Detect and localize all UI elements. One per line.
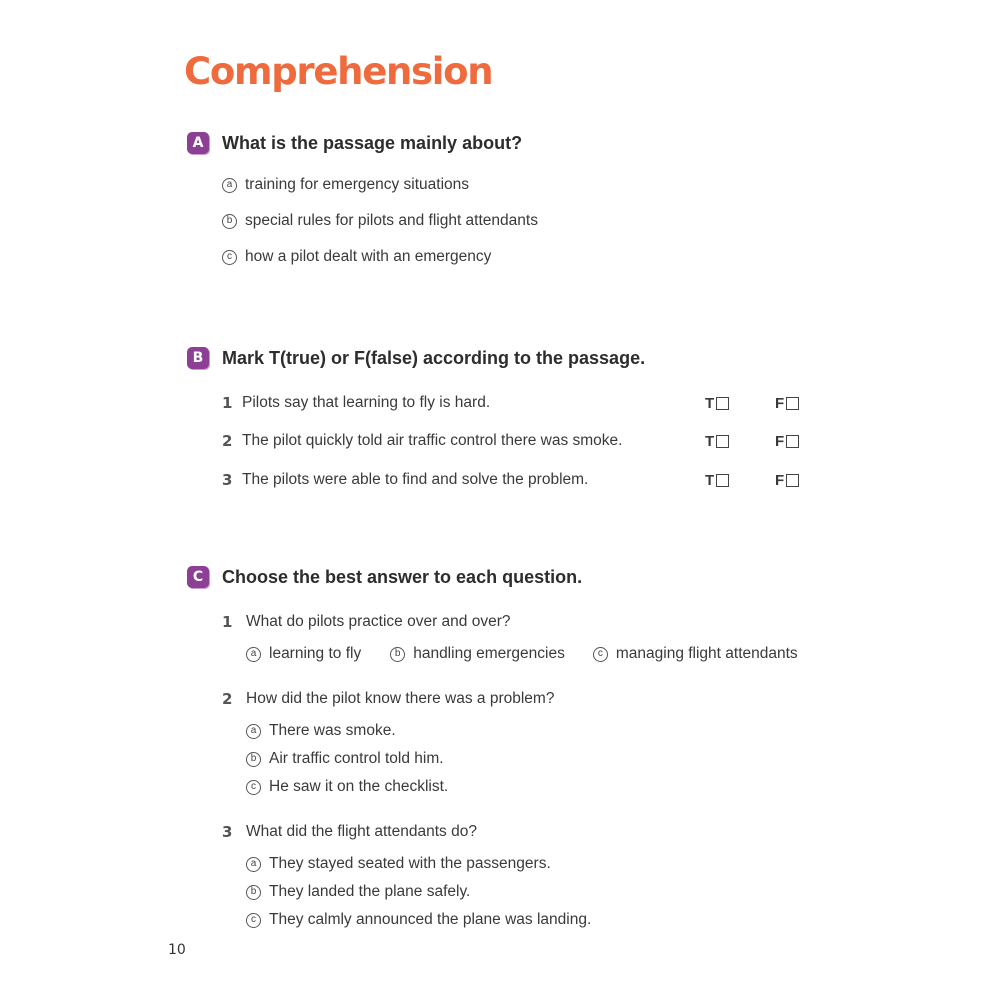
question-text: What do pilots practice over and over?: [246, 613, 511, 630]
question-1: [222, 613, 511, 631]
section-b-title: Mark T(true) or F(false) according to the passage.: [222, 347, 646, 368]
item-number: 2: [222, 432, 233, 450]
option-text: They calmly announced the plane was landing.: [269, 911, 592, 928]
q1-option-a[interactable]: [246, 645, 361, 663]
false-checkbox-3[interactable]: [775, 472, 799, 489]
option-text: He saw it on the checklist.: [269, 778, 449, 795]
item-text: The pilots were able to find and solve the problem.: [242, 471, 589, 488]
question-number: 1: [222, 613, 233, 631]
question-text: What did the flight attendants do?: [246, 823, 477, 840]
option-letter-c: c: [246, 913, 261, 928]
item-number: 1: [222, 394, 233, 412]
section-b-badge: B: [187, 347, 209, 369]
option-text: They landed the plane safely.: [269, 883, 471, 900]
tf-item-1: [222, 394, 490, 412]
q3-option-c[interactable]: [246, 911, 591, 929]
item-text: Pilots say that learning to fly is hard.: [242, 394, 491, 411]
checkbox[interactable]: [716, 435, 729, 448]
question-2: [222, 690, 554, 708]
section-c-badge: C: [187, 566, 209, 588]
true-checkbox-3[interactable]: [705, 472, 729, 489]
false-label: F: [775, 472, 785, 489]
section-b-header: [187, 347, 645, 369]
option-text: how a pilot dealt with an emergency: [245, 248, 492, 265]
option-letter-b: b: [246, 752, 261, 767]
option-letter-b: b: [246, 885, 261, 900]
q1-option-c[interactable]: [593, 645, 798, 663]
question-3: [222, 823, 477, 841]
option-text: managing flight attendants: [615, 645, 798, 662]
question-text: How did the pilot know there was a problem?: [246, 690, 555, 707]
option-letter-c: c: [222, 250, 237, 265]
question-number: 3: [222, 823, 233, 841]
q3-option-a[interactable]: [246, 855, 551, 873]
q2-option-b[interactable]: [246, 750, 444, 768]
option-text: special rules for pilots and flight attendants: [245, 212, 538, 229]
option-letter-b: b: [390, 647, 405, 662]
true-checkbox-1[interactable]: [705, 395, 729, 412]
true-label: T: [705, 472, 715, 489]
section-c-header: [187, 566, 582, 588]
section-a-option-c[interactable]: [222, 248, 491, 266]
checkbox[interactable]: [786, 397, 799, 410]
page-number: 10: [168, 942, 186, 958]
option-letter-a: a: [246, 857, 261, 872]
option-text: learning to fly: [269, 645, 362, 662]
false-label: F: [775, 433, 785, 450]
section-a-title: What is the passage mainly about?: [222, 132, 523, 153]
checkbox[interactable]: [786, 474, 799, 487]
option-letter-c: c: [246, 780, 261, 795]
section-a-option-a[interactable]: [222, 176, 469, 194]
section-a-option-b[interactable]: [222, 212, 538, 230]
option-text: There was smoke.: [269, 722, 396, 739]
option-letter-b: b: [222, 214, 237, 229]
checkbox[interactable]: [786, 435, 799, 448]
checkbox[interactable]: [716, 474, 729, 487]
section-a-badge: A: [187, 132, 209, 154]
false-checkbox-2[interactable]: [775, 433, 799, 450]
section-a-header: [187, 132, 522, 154]
q3-option-b[interactable]: [246, 883, 470, 901]
option-text: training for emergency situations: [245, 176, 470, 193]
option-letter-a: a: [246, 724, 261, 739]
page-title: Comprehension: [184, 50, 493, 93]
true-label: T: [705, 395, 715, 412]
checkbox[interactable]: [716, 397, 729, 410]
option-text: Air traffic control told him.: [269, 750, 444, 767]
q1-option-b[interactable]: [390, 645, 565, 663]
option-letter-c: c: [593, 647, 608, 662]
item-number: 3: [222, 471, 233, 489]
option-text: They stayed seated with the passengers.: [269, 855, 551, 872]
section-c-title: Choose the best answer to each question.: [222, 566, 583, 587]
item-text: The pilot quickly told air traffic control there was smoke.: [242, 432, 623, 449]
option-letter-a: a: [222, 178, 237, 193]
option-text: handling emergencies: [413, 645, 565, 662]
question-number: 2: [222, 690, 233, 708]
true-checkbox-2[interactable]: [705, 433, 729, 450]
true-label: T: [705, 433, 715, 450]
q2-option-a[interactable]: [246, 722, 396, 740]
option-letter-a: a: [246, 647, 261, 662]
q2-option-c[interactable]: [246, 778, 448, 796]
tf-item-3: [222, 471, 588, 489]
false-checkbox-1[interactable]: [775, 395, 799, 412]
false-label: F: [775, 395, 785, 412]
question-1-options: [246, 645, 798, 663]
tf-item-2: [222, 432, 622, 450]
